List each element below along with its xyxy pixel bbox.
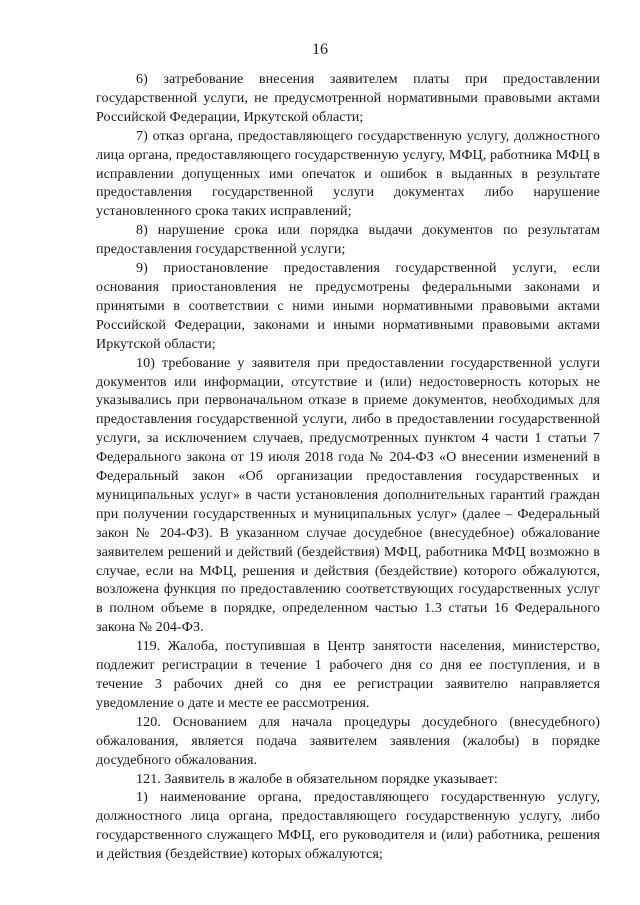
paragraph-item-1: 1) наименование органа, предоставляющего государственную услугу, должностного лица органа, предоставляющего государственную услугу, либо государственного служащего МФЦ, его руководителя и (или) работника, решения и действия (бездействие) которых обжалуются; [96, 789, 600, 863]
page-number: 16 [312, 41, 328, 58]
paragraph-item-8: 8) нарушение срока или порядка выдачи документов по результатам предоставления государственной услуги; [96, 222, 600, 258]
paragraph-clause-121: 121. Заявитель в жалобе в обязательном порядке указывает: [136, 770, 498, 787]
paragraph-clause-119: 119. Жалоба, поступившая в Центр занятости населения, министерство, подлежит регистрации в течение 1 рабочего дня со дня ее поступления, и в течение 3 рабочих дней со дня ее регистрации заявителю направляется уведомление о дате и месте ее рассмотрения. [96, 638, 600, 711]
paragraph-item-9: 9) приостановление предоставления государственной услуги, если основания приостановления не предусмотрены федеральными законами и принятыми в соответствии с ними иными нормативными правовыми актами Российской Федерации, законами и иными нормативными правовыми актами Иркутской области; [96, 260, 600, 352]
document-body [96, 70, 600, 864]
paragraph-item-10: 10) требование у заявителя при предоставлении государственной услуги документов или информации, отсутствие и (или) недостоверность которых не указывались при первоначальном отказе в приеме документов, необходимых для предоставления государственной услуги, либо в предоставлении государственной услуги, за исключением случаев, предусмотренных пунктом 4 части 1 статьи 7 Федерального закона от 19 июля 2018 года № 204-ФЗ «О внесении изменений в Федеральный закон «Об организации предоставления государственных и муниципальных услуг» в части установления дополнительных гарантий граждан при получении государственных и муниципальных услуг» (далее – Федеральный закон № 204-ФЗ). В указанном случае досудебное (внесудебное) обжалование заявителем решений и действий (бездействия) МФЦ, работника МФЦ возможно в случае, если на МФЦ, решения и действия (бездействие) которого обжалуются, возложена функция по предоставлению соответствующих государственных услуг в полном объеме в порядке, определенном частью 1.3 статьи 16 Федерального закона № 204-ФЗ. [96, 354, 600, 636]
paragraph-item-7: 7) отказ органа, предоставляющего государственную услугу, должностного лица органа, предоставляющего государственную услугу, МФЦ, работника МФЦ в исправлении допущенных ими опечаток и ошибок в выданных в результате предоставления государственной услуги документах либо нарушение установленного срока таких исправлений; [96, 127, 600, 220]
paragraph-item-6: 6) затребование внесения заявителем платы при предоставлении государственной услуги, не предусмотренной нормативными правовыми актами Российской Федерации, Иркутской области; [96, 71, 600, 125]
paragraph-clause-120: 120. Основанием для начала процедуры досудебного (внесудебного) обжалования, является подача заявителем заявления (жалобы) в порядке досудебного обжалования. [96, 713, 600, 768]
